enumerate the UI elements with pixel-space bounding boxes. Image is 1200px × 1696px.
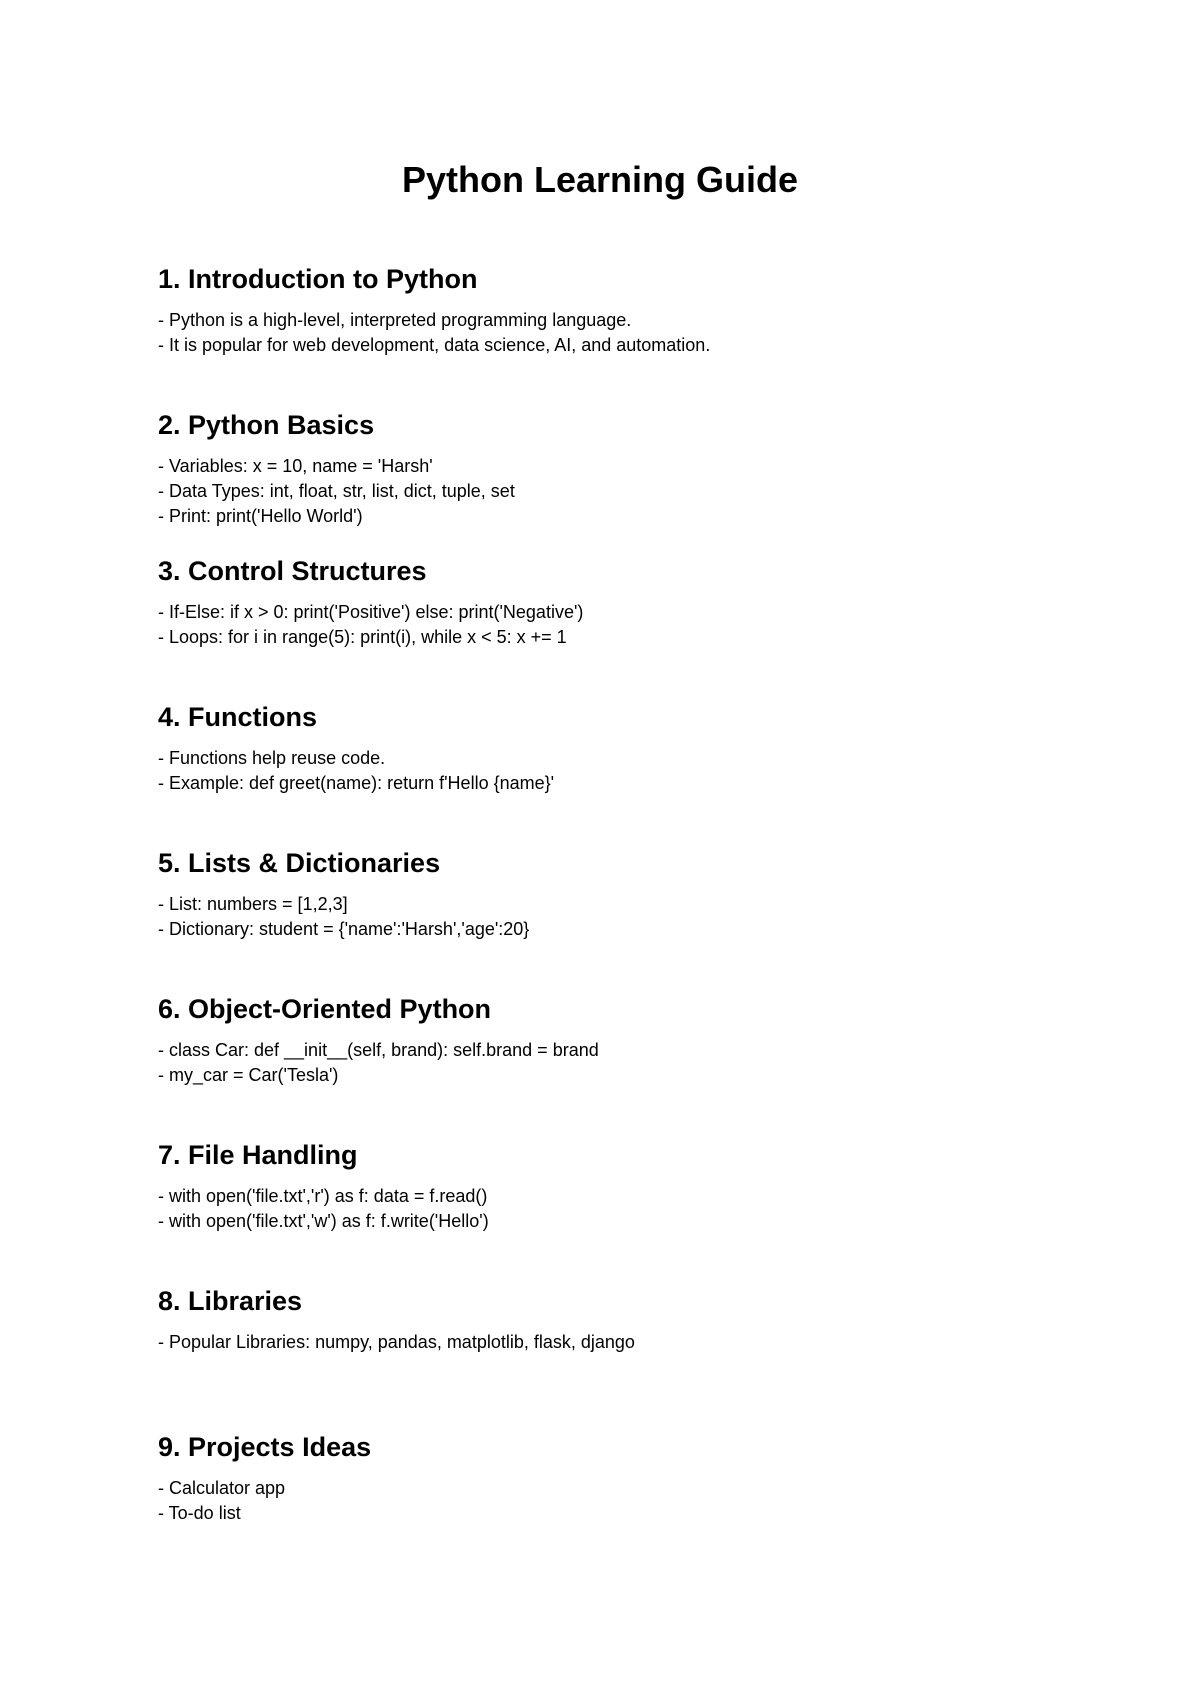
- list-item: - Calculator app: [158, 1478, 286, 1498]
- list-item: - Python is a high-level, interpreted programming language.: [158, 310, 632, 330]
- section-heading: 1. Introduction to Python: [158, 264, 478, 294]
- section-heading: 7. File Handling: [158, 1140, 358, 1170]
- section-bullet-list: [158, 1184, 1138, 1234]
- list-item: - Popular Libraries: numpy, pandas, matplotlib, flask, django: [158, 1332, 635, 1352]
- section-heading: 9. Projects Ideas: [158, 1432, 372, 1462]
- section-3: [158, 554, 1138, 700]
- list-item: - Example: def greet(name): return f'Hello {name}': [158, 773, 555, 793]
- list-item: - with open('file.txt','r') as f: data = f.read(): [158, 1186, 488, 1206]
- section-bullet-list: [158, 892, 1138, 942]
- section-6: [158, 992, 1138, 1138]
- list-item: - List: numbers = [1,2,3]: [158, 894, 348, 914]
- section-bullet-list: [158, 1330, 1138, 1355]
- document-title: Python Learning Guide: [401, 159, 799, 200]
- section-heading: 2. Python Basics: [158, 410, 375, 440]
- section-9: [158, 1430, 1138, 1576]
- list-item: - Variables: x = 10, name = 'Harsh': [158, 456, 433, 476]
- section-heading: 8. Libraries: [158, 1286, 303, 1316]
- section-bullet-list: [158, 454, 1138, 529]
- section-4: [158, 700, 1138, 846]
- list-item: - with open('file.txt','w') as f: f.write('Hello'): [158, 1211, 489, 1231]
- list-item: - If-Else: if x > 0: print('Positive') else: print('Negative'): [158, 602, 584, 622]
- section-heading: 4. Functions: [158, 702, 318, 732]
- section-7: [158, 1138, 1138, 1284]
- section-heading: 5. Lists & Dictionaries: [158, 848, 441, 878]
- section-bullet-list: [158, 600, 1138, 650]
- section-5: [158, 846, 1138, 992]
- list-item: - Data Types: int, float, str, list, dict, tuple, set: [158, 481, 515, 501]
- sections-container: [158, 262, 1138, 1576]
- list-item: - Dictionary: student = {'name':'Harsh','age':20}: [158, 919, 530, 939]
- list-item: - Print: print('Hello World'): [158, 506, 363, 526]
- section-bullet-list: [158, 1038, 1138, 1088]
- section-bullet-list: [158, 308, 1138, 358]
- section-heading: 3. Control Structures: [158, 556, 427, 586]
- section-8: [158, 1284, 1138, 1430]
- list-item: - To-do list: [158, 1503, 241, 1523]
- section-bullet-list: [158, 746, 1138, 796]
- section-2: [158, 408, 1138, 554]
- list-item: - It is popular for web development, data science, AI, and automation.: [158, 335, 711, 355]
- section-1: [158, 262, 1138, 408]
- list-item: - Functions help reuse code.: [158, 748, 386, 768]
- list-item: - my_car = Car('Tesla'): [158, 1065, 339, 1085]
- section-bullet-list: [158, 1476, 1138, 1526]
- section-heading: 6. Object-Oriented Python: [158, 994, 492, 1024]
- list-item: - Loops: for i in range(5): print(i), while x < 5: x += 1: [158, 627, 567, 647]
- list-item: - class Car: def __init__(self, brand): self.brand = brand: [158, 1040, 599, 1060]
